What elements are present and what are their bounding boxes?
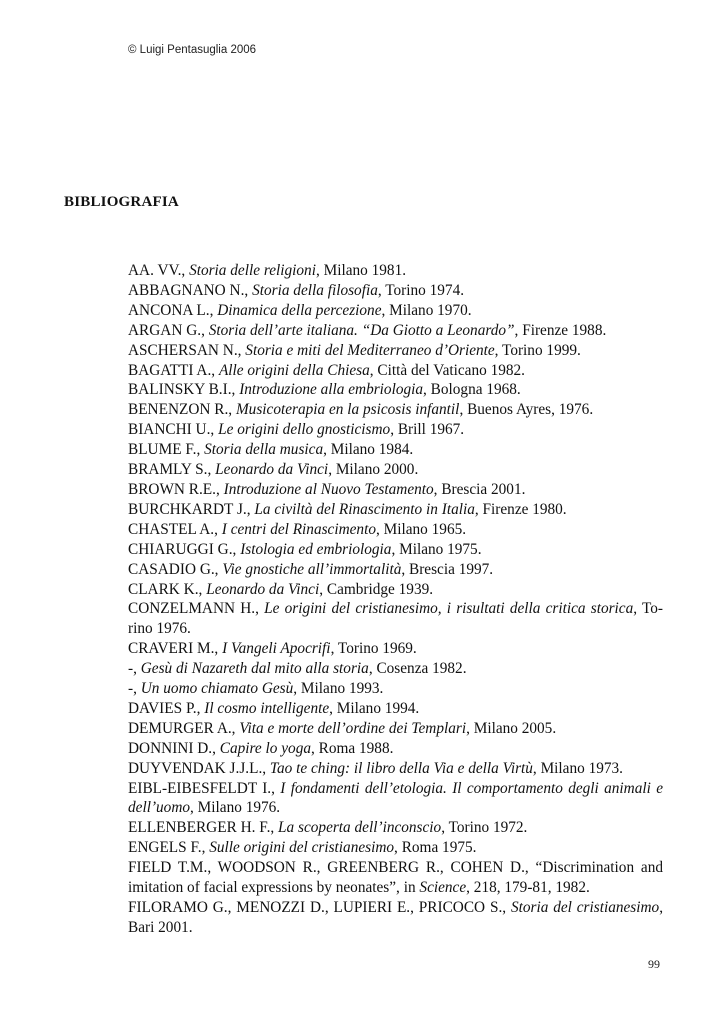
bibliography-entry: CHIARUGGI G., Istologia ed embriologia, Milano 1975.	[128, 540, 482, 558]
bibliography-entry: BALINSKY B.I., Introduzione alla embriologia, Bologna 1968.	[128, 381, 521, 399]
bibliography-entry: BROWN R.E., Introduzione al Nuovo Testamento, Brescia 2001.	[128, 480, 526, 498]
section-heading: BIBLIOGRAFIA	[64, 194, 179, 210]
bibliography-entry: DUYVENDAK J.J.L., Tao te ching: il libro della Via e della Virtù, Milano 1973.	[128, 759, 624, 777]
bibliography-list	[128, 261, 663, 938]
bibliography-entry: ABBAGNANO N., Storia della filosofia, Torino 1974.	[128, 281, 465, 299]
bibliography-entry: ASCHERSAN N., Storia e miti del Mediterraneo d’Oriente, Torino 1999.	[128, 341, 581, 359]
bibliography-entry: FILORAMO G., MENOZZI D., LUPIERI E., PRICOCO S., Storia del cristianesimo, Bari 2001.	[128, 899, 664, 936]
page-number: 99	[648, 957, 660, 971]
bibliography-entry: AA. VV., Storia delle religioni, Milano 1981.	[128, 262, 407, 279]
bibliography-entry: BENENZON R., Musicoterapia en la psicosis infantil, Buenos Ayres, 1976.	[128, 401, 594, 419]
bibliography-entry: CHASTEL A., I centri del Rinascimento, Milano 1965.	[128, 520, 467, 538]
bibliography-entry: CLARK K., Leonardo da Vinci, Cambridge 1939.	[128, 580, 434, 598]
bibliography-entry: ARGAN G., Storia dell’arte italiana. “Da Giotto a Leonardo”, Firenze 1988.	[128, 321, 607, 339]
bibliography-entry: ELLENBERGER H. F., La scoperta dell’inconscio, Torino 1972.	[128, 819, 528, 837]
bibliography-entry: BLUME F., Storia della musica, Milano 1984.	[128, 441, 414, 459]
bibliography-entry: DAVIES P., Il cosmo intelligente, Milano 1994.	[128, 699, 420, 717]
bibliography-entry: DONNINI D., Capire lo yoga, Roma 1988.	[128, 739, 394, 757]
bibliography-entry: BURCHKARDT J., La civiltà del Rinascimento in Italia, Firenze 1980.	[128, 500, 567, 518]
bibliography-entry: FIELD T.M., WOODSON R., GREENBERG R., COHEN D., “Discrimination and imitation of facial expressions by neonates”, in Science, 218, 179-81, 1982.	[128, 859, 663, 897]
bibliography-entry: -, Gesù di Nazareth dal mito alla storia, Cosenza 1982.	[128, 660, 467, 678]
bibliography-entry: ANCONA L., Dinamica della percezione, Milano 1970.	[128, 301, 472, 319]
bibliography-entry: EIBL-EIBESFELDT I., I fondamenti dell’etologia. Il comportamento degli animali e dell’uomo, Milano 1976.	[128, 779, 663, 817]
bibliography-entry: CRAVERI M., I Vangeli Apocrifi, Torino 1969.	[128, 640, 417, 658]
bibliography-entry: -, Un uomo chiamato Gesù, Milano 1993.	[128, 680, 384, 698]
bibliography-entry: BAGATTI A., Alle origini della Chiesa, Città del Vaticano 1982.	[128, 361, 525, 379]
bibliography-entry: BRAMLY S., Leonardo da Vinci, Milano 2000.	[128, 461, 419, 479]
bibliography-entry: DEMURGER A., Vita e morte dell’ordine dei Templari, Milano 2005.	[128, 719, 557, 737]
copyright-notice: © Luigi Pentasuglia 2006	[128, 44, 257, 56]
bibliography-entry: ENGELS F., Sulle origini del cristianesimo, Roma 1975.	[128, 839, 477, 857]
bibliography-entry: CONZELMANN H., Le origini del cristianesimo, i risultati della critica storica, To-rino 1976.	[128, 600, 663, 638]
bibliography-entry: CASADIO G., Vie gnostiche all’immortalità, Brescia 1997.	[128, 560, 494, 578]
bibliography-entry: BIANCHI U., Le origini dello gnosticismo, Brill 1967.	[128, 421, 465, 439]
